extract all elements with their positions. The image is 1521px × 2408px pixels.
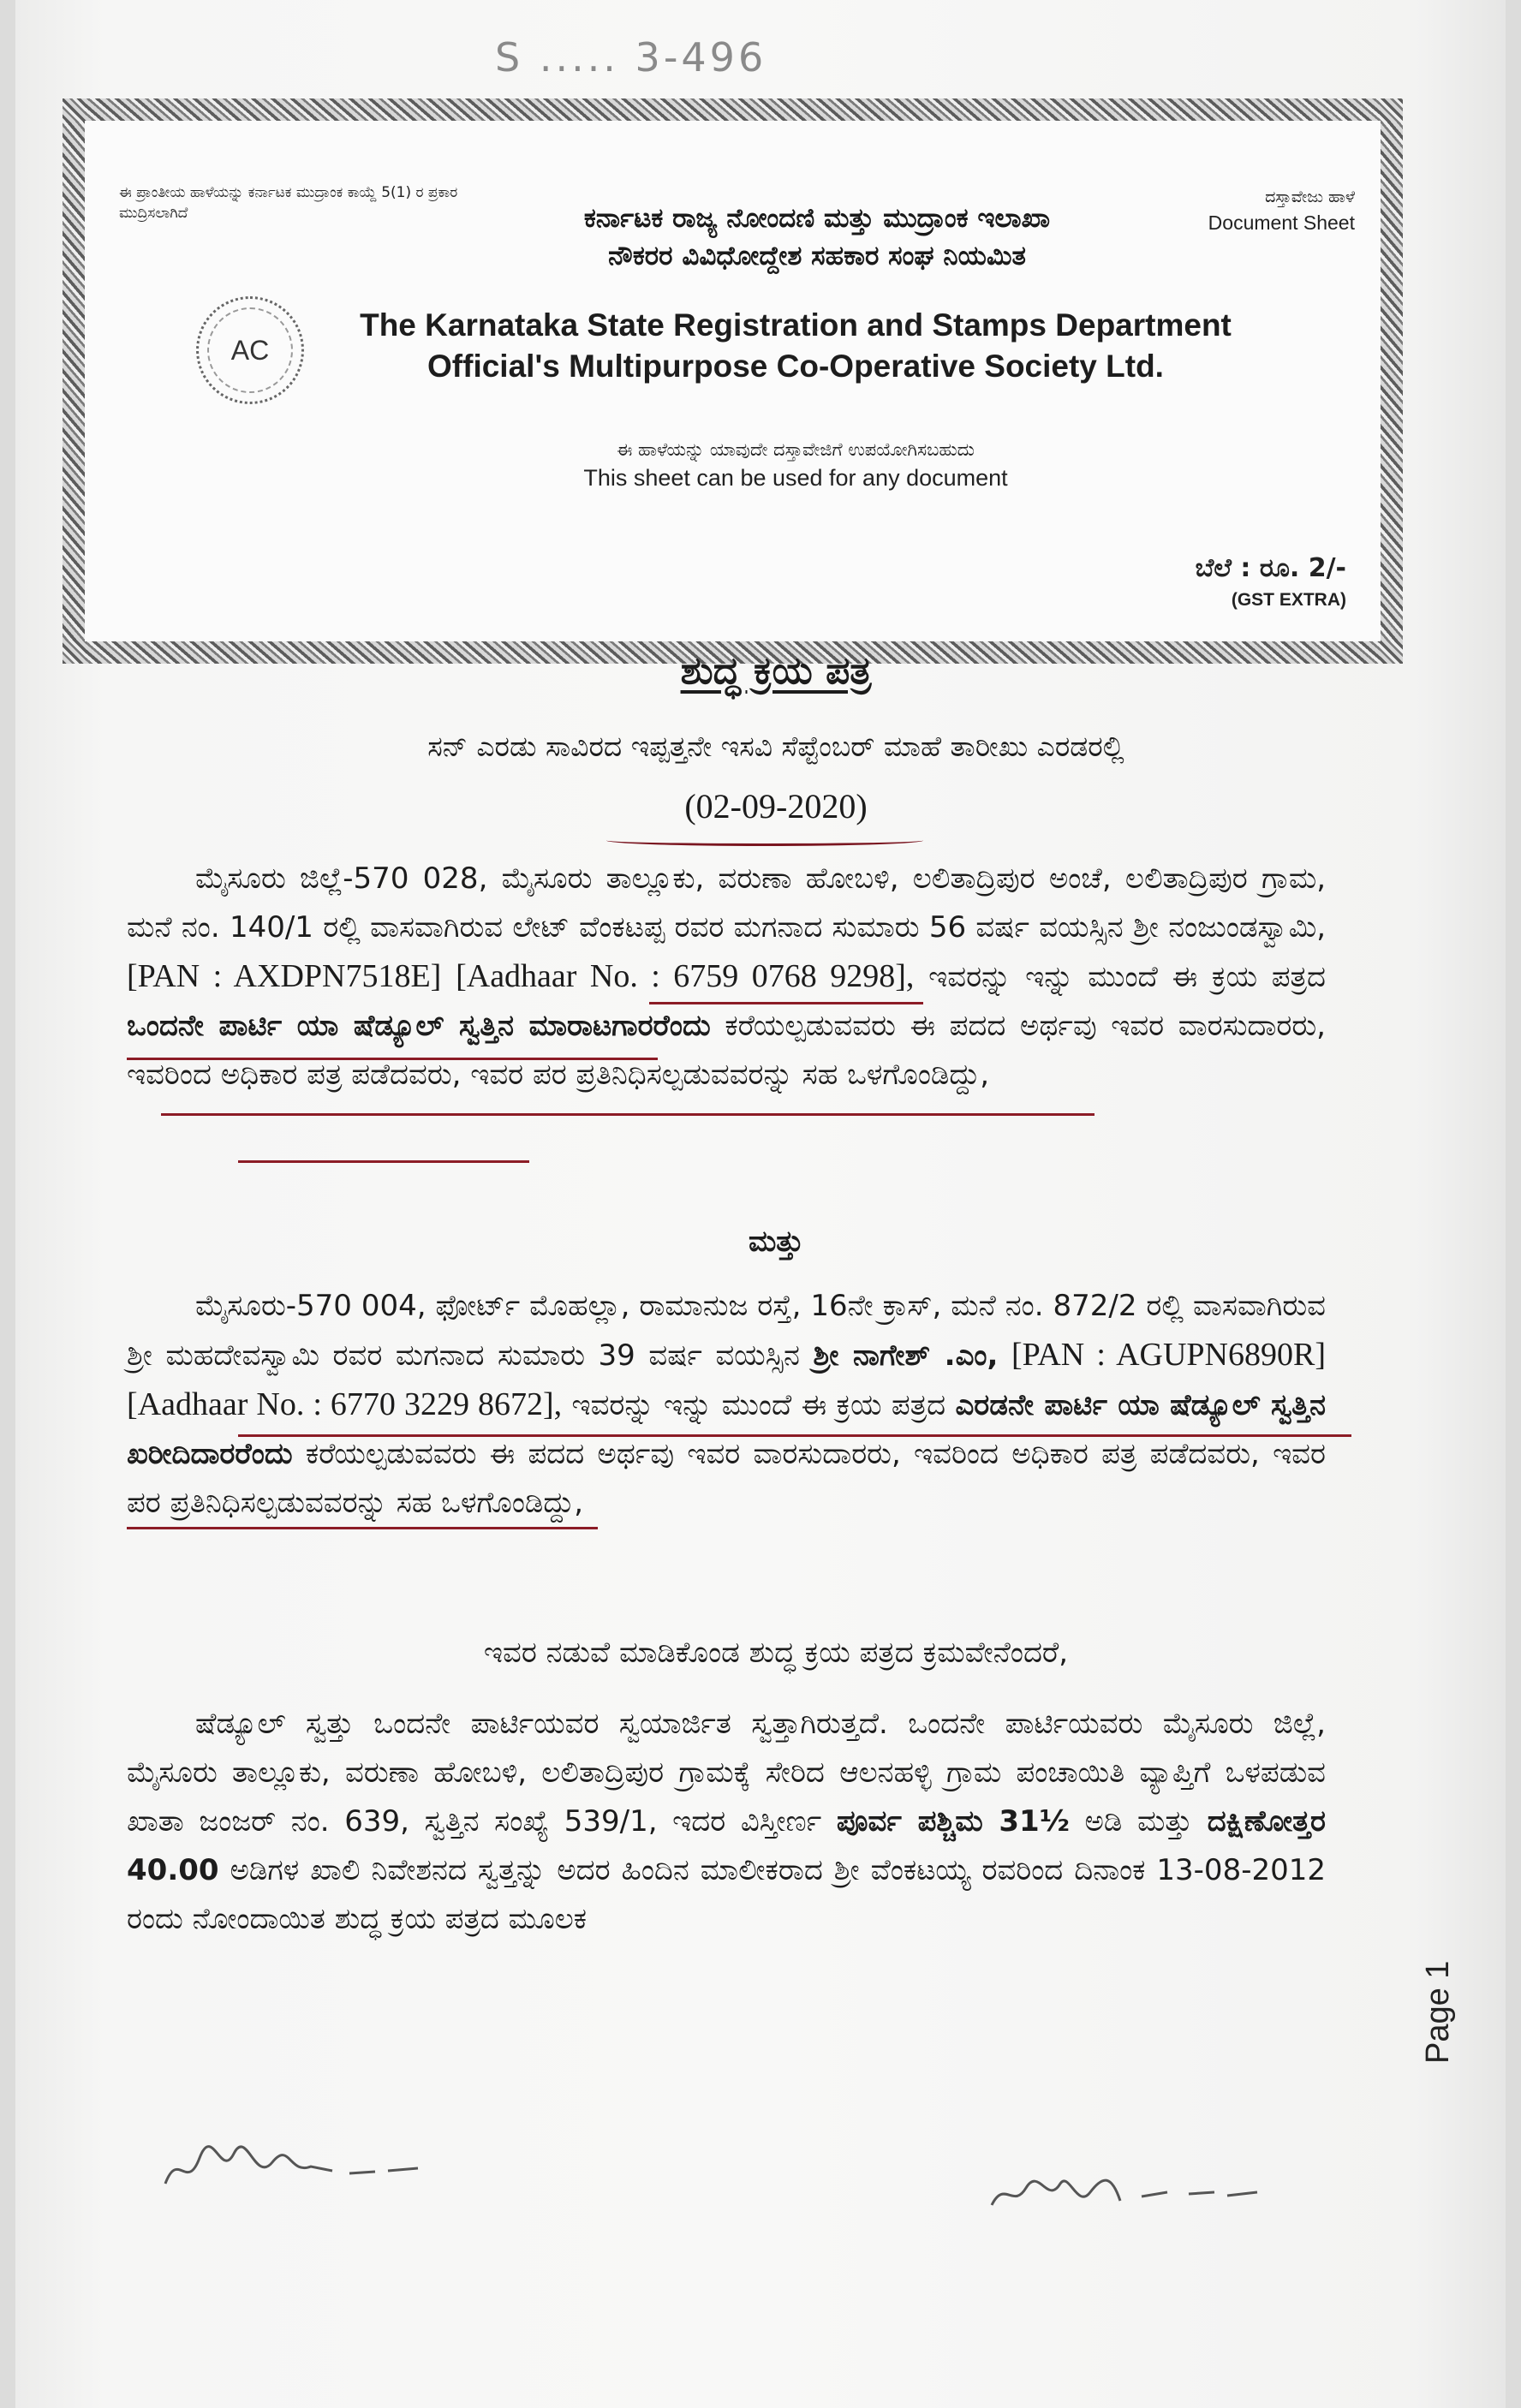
stamp-title-english-line2: Official's Multipurpose Co-Operative Society Ltd.: [427, 349, 1164, 384]
stamp-title-english-line1: The Karnataka State Registration and Stamps Department: [360, 307, 1232, 343]
stamp-title-kannada-line1: ಕರ್ನಾಟಕ ರಾಜ್ಯ ನೋಂದಣಿ ಮತ್ತು ಮುದ್ರಾಂಕ ಇಲಾಖಾ: [583, 203, 1051, 234]
party1-text-b: ಕರೆಯಲ್ಪಡುವವರು ಈ ಪದದ ಅರ್ಥವು ಇವರ ವಾರಸುದಾರರು, ಇವರಿಂದ ಅಧಿಕಾರ ಪತ್ರ ಪಡೆದವರು, ಇವರ ಪರ ಪ್ರತಿನಿಧಿಸಲ್ಪಡುವವರನ್ನು ಸಹ ಒಳಗೊಂಡಿದ್ದು,: [127, 1009, 1326, 1092]
signature-left: [161, 2132, 444, 2201]
stamp-title-kannada-line2: ನೌಕರರ ವಿವಿಧೋದ್ದೇಶ ಸಹಕಾರ ಸಂಘ ನಿಯಮಿತ: [608, 241, 1026, 271]
handwritten-top-note: S ..... 3-496: [495, 34, 767, 80]
stamp-paper-header: [63, 98, 1403, 664]
seal-icon: [196, 296, 304, 404]
schedule-dims-ns: ದಕ್ಷಿಣೋತ್ತರ 40.00: [127, 1804, 1326, 1887]
document-page: [15, 0, 1506, 2408]
pen-underline: [127, 1527, 598, 1529]
pen-underline: [238, 1160, 529, 1163]
party2-address: ಮೈಸೂರು-570 004, ಫೋರ್ಟ್ ಮೊಹಲ್ಲಾ, ರಾಮಾನುಜ ರಸ್ತೆ, 16ನೇ ಕ್ರಾಸ್, ಮನೆ ನಂ. 872/2 ರಲ್ಲಿ ವಾಸವಾಗಿರುವ ಶ್ರೀ ಮಹದೇವಸ್ವಾಮಿ ರವರ ಮಗನಾದ ಸುಮಾರು 39 ವರ್ಷ ವಯಸ್ಸಿನ: [127, 1289, 1326, 1373]
schedule-paragraph: [127, 1700, 1326, 1944]
schedule-dims-ew: ಪೂರ್ವ ಪಶ್ಚಿಮ 31½: [836, 1804, 1070, 1839]
page-number: Page 1: [1420, 1960, 1456, 2064]
party1-aadhaar: [Aadhaar No. : 6759 0768 9298],: [456, 958, 915, 994]
usage-note-english: This sheet can be used for any document: [583, 465, 1008, 491]
seal-text: AC: [230, 334, 270, 366]
signature-right: [983, 2158, 1274, 2226]
pen-underline: [161, 1113, 1095, 1116]
party1-role: ಒಂದನೇ ಪಾರ್ಟಿ ಯಾ ಷೆಡ್ಯೂಲ್ ಸ್ವತ್ತಿನ ಮಾರಾಟಗಾರರೆಂದು: [127, 1009, 711, 1043]
document-sheet-kannada: ದಸ್ತಾವೇಜು ಹಾಳೆ: [1265, 188, 1355, 206]
usage-note-kannada: ಈ ಹಾಳೆಯನ್ನು ಯಾವುದೇ ದಸ್ತಾವೇಜಿಗೆ ಉಪಯೋಗಿಸಬಹುದು: [617, 439, 975, 460]
party1-name: ಶ್ರೀ ನಂಜುಂಡಸ್ವಾಮಿ,: [1133, 910, 1327, 945]
conjunction-and: ಮತ್ತು: [748, 1225, 804, 1259]
pen-underline: [649, 1002, 923, 1004]
gst-extra-label: (GST EXTRA): [1231, 590, 1346, 610]
party1-address: ಮೈಸೂರು ಜಿಲ್ಲೆ-570 028, ಮೈಸೂರು ತಾಲ್ಲೂಕು, ವರುಣಾ ಹೋಬಳಿ, ಲಲಿತಾದ್ರಿಪುರ ಅಂಚೆ, ಲಲಿತಾದ್ರಿಪುರ ಗ್ರಾಮ, ಮನೆ ನಂ. 140/1 ರಲ್ಲಿ ವಾಸವಾಗಿರುವ ಲೇಟ್ ವೆಂಕಟಪ್ಪ ರವರ ಮಗನಾದ ಸುಮಾರು 56 ವರ್ಷ ವಯಸ್ಸಿನ: [127, 861, 1326, 945]
party2-text-a: ಇವರನ್ನು ಇನ್ನು ಮುಂದೆ ಈ ಕ್ರಯ ಪತ್ರದ: [571, 1388, 946, 1422]
date-numeric: (02-09-2020): [684, 787, 868, 826]
party2-role: ಎರಡನೇ ಪಾರ್ಟಿ ಯಾ ಷೆಡ್ಯೂಲ್ ಸ್ವತ್ತಿನ ಖರೀದಿದಾರರೆಂದು: [127, 1388, 1326, 1471]
party2-pan: [PAN : AGUPN6890R]: [1011, 1337, 1327, 1373]
date-in-words: ಸನ್ ಎರಡು ಸಾವಿರದ ಇಪ್ಪತ್ತನೇ ಇಸವಿ ಸೆಪ್ಟೆಂಬರ್ ಮಾಹೆ ತಾರೀಖು ಎರಡರಲ್ಲಿ: [427, 730, 1124, 763]
party2-paragraph: [127, 1282, 1326, 1528]
party1-pan: [PAN : AXDPN7518E]: [127, 958, 442, 994]
pen-underline: [238, 1434, 1351, 1437]
schedule-text-b: ಅಡಿ ಮತ್ತು: [1084, 1804, 1193, 1839]
party2-name: ಶ್ರೀ ನಾಗೇಶ್ .ಎಂ,: [813, 1338, 999, 1373]
party1-paragraph: [127, 855, 1326, 1100]
intro-line: ಇವರ ನಡುವೆ ಮಾಡಿಕೊಂಡ ಶುದ್ಧ ಕ್ರಯ ಪತ್ರದ ಕ್ರಮವೇನೆಂದರೆ,: [483, 1636, 1069, 1670]
stamp-title-kannada: [444, 200, 1190, 275]
stamp-title-english: [342, 305, 1250, 387]
document-sheet-english: Document Sheet: [1208, 212, 1355, 234]
handwritten-underline: [606, 835, 923, 846]
stamp-note-left: ಈ ಪ್ರಾಂತೀಯ ಹಾಳೆಯನ್ನು ಕರ್ನಾಟಕ ಮುದ್ರಾಂಕ ಕಾಯ್ದೆ 5(1) ರ ಪ್ರಕಾರ ಮುದ್ರಿಸಲಾಗಿದೆ: [119, 184, 458, 222]
stamp-price: ಬೆಲೆ : ರೂ. 2/-: [1195, 553, 1346, 583]
deed-title: ಶುದ್ಧ ಕ್ರಯ ಪತ್ರ: [680, 649, 872, 693]
party2-text-b: ಕರೆಯಲ್ಪಡುವವರು ಈ ಪದದ ಅರ್ಥವು ಇವರ ವಾರಸುದಾರರು, ಇವರಿಂದ ಅಧಿಕಾರ ಪತ್ರ ಪಡೆದವರು, ಇವರ ಪರ ಪ್ರತಿನಿಧಿಸಲ್ಪಡುವವರನ್ನು ಸಹ ಒಳಗೊಂಡಿದ್ದು,: [127, 1437, 1326, 1520]
party1-text-a: ಇವರನ್ನು ಇನ್ನು ಮುಂದೆ ಈ ಕ್ರಯ ಪತ್ರದ: [928, 960, 1326, 994]
party2-aadhaar: [Aadhaar No. : 6770 3229 8672],: [127, 1386, 563, 1422]
pen-underline: [127, 1058, 658, 1060]
schedule-text-c: ಅಡಿಗಳ ಖಾಲಿ ನಿವೇಶನದ ಸ್ವತ್ತನ್ನು ಅದರ ಹಿಂದಿನ ಮಾಲೀಕರಾದ ಶ್ರೀ ವೆಂಕಟಯ್ಯ ರವರಿಂದ ದಿನಾಂಕ 13-08-2012 ರಂದು ನೋಂದಾಯಿತ ಶುದ್ಧ ಕ್ರಯ ಪತ್ರದ ಮೂಲಕ: [127, 1853, 1326, 1936]
schedule-text-a: ಷೆಡ್ಯೂಲ್ ಸ್ವತ್ತು ಒಂದನೇ ಪಾರ್ಟಿಯವರ ಸ್ವಯಾರ್ಜಿತ ಸ್ವತ್ತಾಗಿರುತ್ತದೆ. ಒಂದನೇ ಪಾರ್ಟಿಯವರು ಮೈಸೂರು ಜಿಲ್ಲೆ, ಮೈಸೂರು ತಾಲ್ಲೂಕು, ವರುಣಾ ಹೋಬಳಿ, ಲಲಿತಾದ್ರಿಪುರ ಗ್ರಾಮಕ್ಕೆ ಸೇರಿದ ಆಲನಹಳ್ಳಿ ಗ್ರಾಮ ಪಂಚಾಯಿತಿ ವ್ಯಾಪ್ತಿಗೆ ಒಳಪಡುವ ಖಾತಾ ಜಂಜರ್ ನಂ. 639, ಸ್ವತ್ತಿನ ಸಂಖ್ಯೆ 539/1, ಇದರ ವಿಸ್ತೀರ್ಣ: [127, 1707, 1326, 1839]
